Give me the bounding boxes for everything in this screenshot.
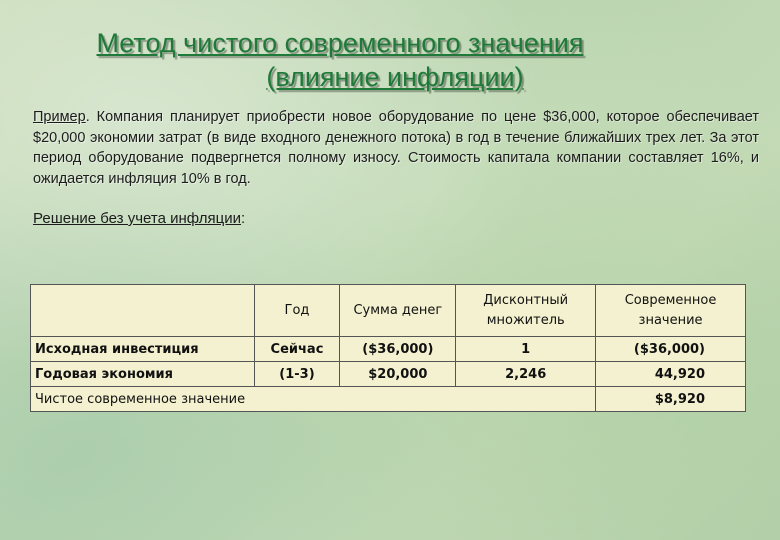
table-row: [31, 337, 746, 362]
title-line-2: (влияние инфляции): [266, 62, 524, 92]
table-row: [31, 362, 746, 387]
example-paragraph: [33, 107, 759, 189]
table-cell: Исходная инвестиция: [31, 337, 255, 362]
table-cell: 44,920: [596, 362, 746, 387]
table-cell: ($36,000): [340, 337, 456, 362]
table-cell: (1-3): [254, 362, 340, 387]
header-cell: Дисконтный множитель: [456, 285, 596, 337]
slide-title: [0, 26, 780, 94]
example-text: . Компания планирует приобрести новое оборудование по цене $36,000, которое обеспечивает $20,000 экономии затрат (в виде входного денежного потока) в год в течение ближайших трех лет. За этот период оборудование подвергнется полному износу. Стоимость капитала компании составляет 16%, и ожидается инфляция 10% в год.: [33, 109, 759, 187]
header-cell: Сумма денег: [340, 285, 456, 337]
table-cell: Годовая экономия: [31, 362, 255, 387]
npv-table: [30, 284, 746, 412]
total-value: $8,920: [596, 387, 746, 412]
total-label: Чистое современное значение: [31, 387, 596, 412]
example-label: Пример: [33, 109, 86, 125]
header-cell: Современное значение: [596, 285, 746, 337]
solution-subheading-suffix: :: [241, 210, 246, 227]
header-cell: [31, 285, 255, 337]
solution-subheading: [33, 210, 245, 227]
table-cell: ($36,000): [596, 337, 746, 362]
table-cell: Сейчас: [254, 337, 340, 362]
header-cell: Год: [254, 285, 340, 337]
title-line-1: Метод чистого современного значения: [96, 28, 584, 58]
table-header-row: [31, 285, 746, 337]
solution-subheading-text: Решение без учета инфляции: [33, 210, 241, 227]
table-cell: 2,246: [456, 362, 596, 387]
table-cell: 1: [456, 337, 596, 362]
table-cell: $20,000: [340, 362, 456, 387]
table-total-row: [31, 387, 746, 412]
